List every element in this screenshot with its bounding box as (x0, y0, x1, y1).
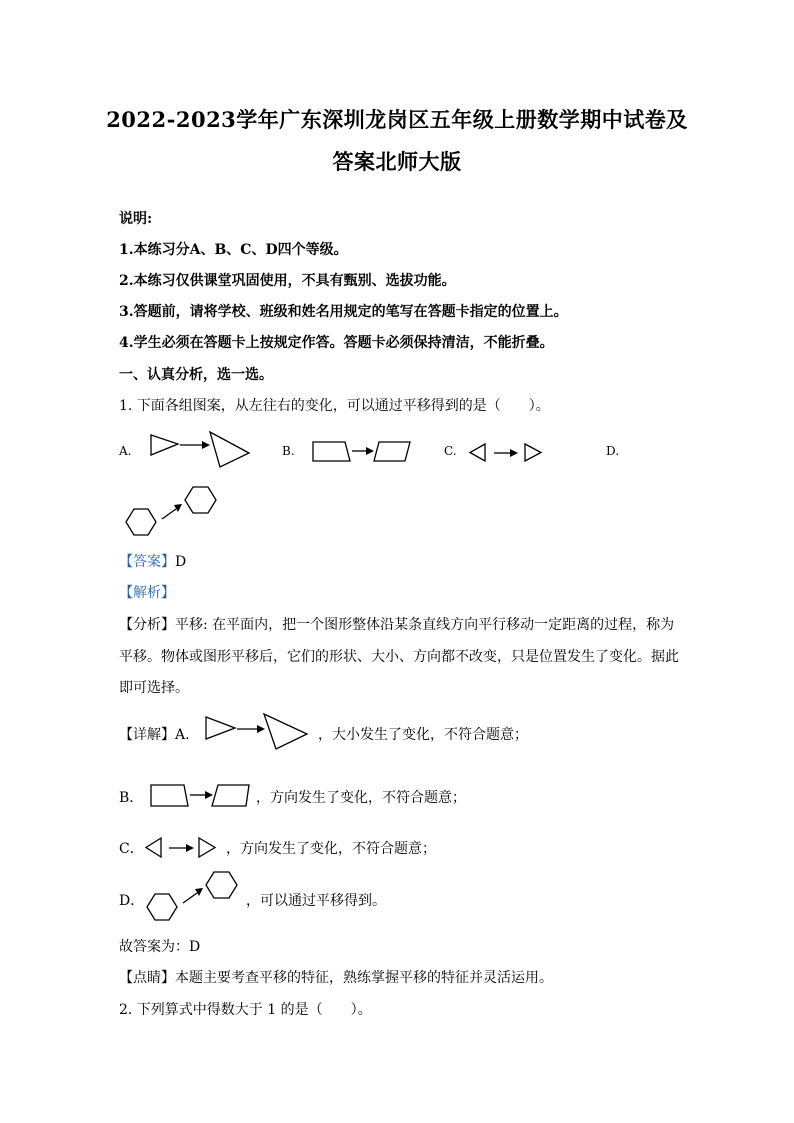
detail-c-figure (143, 835, 233, 861)
option-c-label: C. (444, 444, 457, 458)
detail-c-label: C． (119, 841, 144, 857)
question-1-stem: 1. 下面各组图案，从左往右的变化，可以通过平移得到的是（ ）。 (119, 398, 550, 414)
detail-b-text: ，方向发生了变化，不符合题意； (256, 790, 466, 806)
document-title-line2: 答案北师大版 (332, 149, 462, 174)
conclusion-line: 故答案为：D (119, 939, 201, 955)
answer-value: D (175, 554, 187, 570)
detail-a-text: ，大小发生了变化，不符合题意； (318, 727, 528, 743)
instruction-item-2: 2.本练习仅供课堂巩固使用，不具有甄别、选拔功能。 (119, 273, 456, 289)
detail-a-figure (203, 712, 313, 752)
detail-b-label: B． (119, 790, 144, 806)
detail-b-figure (148, 782, 253, 810)
option-d-label: D. (606, 444, 620, 458)
instruction-item-3: 3.答题前，请将学校、班级和姓名用规定的笔写在答题卡指定的位置上。 (119, 304, 568, 320)
instruction-item-4: 4.学生必须在答题卡上按规定作答。答题卡必须保持清洁，不能折叠。 (119, 335, 554, 351)
option-b-label: B. (282, 444, 295, 458)
analysis-line-1: 【分析】平移: 在平面内，把一个图形整体沿某条直线方向平行移动一定距离的过程，称为 (119, 617, 675, 633)
detail-c-text: ，方向发生了变化，不符合题意； (226, 841, 436, 857)
option-a-figure (148, 430, 258, 470)
analysis-line-2: 平移。物体或图形平移后，它们的形状、大小、方向都不改变，只是位置发生了变化。据此 (119, 649, 679, 665)
answer-label: 【答案】 (119, 554, 175, 570)
document-title-line1: 2022-2023学年广东深圳龙岗区五年级上册数学期中试卷及 (106, 107, 688, 132)
analysis-label: 【解析】 (119, 585, 175, 601)
option-d-figure (124, 484, 224, 542)
detail-d-figure (145, 869, 245, 927)
analysis-line-3: 即可选择。 (119, 680, 189, 696)
detail-d-label: D． (119, 893, 145, 909)
detail-d-text: ，可以通过平移得到。 (246, 893, 386, 909)
question-2-stem: 2. 下列算式中得数大于 1 的是（ ）。 (119, 1002, 372, 1018)
option-a-label: A. (119, 444, 132, 458)
comment-line: 【点睛】本题主要考查平移的特征，熟练掌握平移的特征并灵活运用。 (119, 970, 553, 986)
option-b-figure (310, 438, 415, 466)
option-c-figure (466, 441, 546, 465)
answer-line (119, 551, 186, 571)
instructions-header: 说明: (119, 211, 153, 227)
instruction-item-1: 1.本练习分A、B、C、D四个等级。 (119, 242, 348, 258)
section-1-heading: 一、认真分析，选一选。 (119, 367, 273, 383)
detail-a-label: 【详解】A. (119, 727, 190, 743)
